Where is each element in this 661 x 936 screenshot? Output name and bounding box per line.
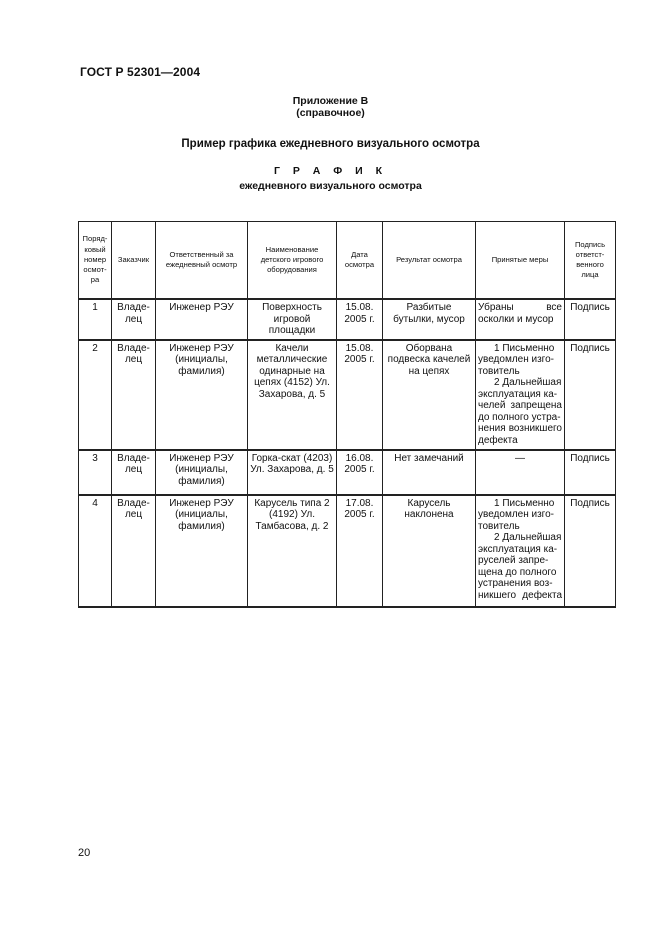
cell-date	[337, 495, 383, 607]
cell-responsible-text: Инженер РЭУ (инициалы, фамилия)	[169, 497, 234, 532]
cell-signature-text: Подпись	[570, 342, 610, 354]
cell-signature	[565, 495, 616, 607]
cell-responsible	[156, 450, 248, 495]
cell-number-text: 1	[92, 302, 98, 313]
cell-responsible-text: Инженер РЭУ (инициалы, фамилия)	[169, 452, 234, 487]
cell-signature	[565, 299, 616, 340]
cell-date	[337, 299, 383, 340]
cell-equipment-text: Карусель типа 2 (4192) Ул. Тамбасова, д. 2	[254, 497, 330, 532]
cell-customer	[112, 450, 156, 495]
cell-result	[383, 299, 476, 340]
cell-number	[79, 340, 112, 450]
cell-customer	[112, 495, 156, 607]
cell-number-text: 4	[92, 497, 98, 509]
cell-date	[337, 340, 383, 450]
cell-result	[383, 495, 476, 607]
appendix-title: Приложение В	[292, 95, 369, 107]
cell-signature-text: Подпись	[570, 452, 610, 464]
cell-customer	[112, 340, 156, 450]
appendix-note: (справочное)	[296, 107, 365, 119]
column-header-date: Дата осмотра	[337, 222, 383, 300]
cell-customer	[112, 299, 156, 340]
measures-line: уведомлен изго-	[478, 354, 555, 365]
cell-equipment	[248, 299, 337, 340]
column-header-responsible: Ответственный за ежедневный осмотр	[156, 222, 248, 300]
measures-line: устранения воз-	[478, 578, 553, 589]
measures-line: дефекта	[478, 434, 518, 446]
column-header-equipment: Наименование детского игрового оборудования	[248, 222, 337, 300]
measures-line: Убраны все	[478, 302, 562, 313]
measures-line: 1 Письменно	[494, 497, 555, 509]
measures-line: нения возникшего	[478, 423, 562, 434]
table-row	[79, 450, 616, 495]
cell-date-text: 16.08. 2005 г.	[344, 452, 375, 475]
cell-equipment	[248, 340, 337, 450]
cell-signature	[565, 340, 616, 450]
measures-line: осколки и мусор	[478, 313, 554, 325]
cell-number-text: 2	[92, 342, 98, 354]
cell-responsible	[156, 340, 248, 450]
cell-result	[383, 340, 476, 450]
cell-equipment-text: Качели металлические одинарные на цепях (4152) Ул. Захарова, д. 5	[254, 342, 330, 400]
measures-line: никшего дефекта	[478, 589, 562, 601]
cell-signature-text: Подпись	[570, 497, 610, 509]
measures-line: челей запрещена	[478, 400, 562, 411]
measures-line: эксплуатация ка-	[478, 388, 558, 400]
standard-header: ГОСТ Р 52301—2004	[80, 65, 201, 79]
inspection-schedule-table	[78, 221, 616, 608]
schedule-subtitle: ежедневного визуального осмотра	[239, 180, 422, 192]
table-row	[79, 495, 616, 607]
cell-responsible	[156, 495, 248, 607]
cell-result-text: Разбитые бутылки, мусор	[393, 302, 465, 325]
cell-result-text: Карусель наклонена	[404, 497, 454, 520]
column-header-customer: Заказчик	[112, 222, 156, 300]
page-number: 20	[78, 847, 91, 859]
cell-signature-text: Подпись	[570, 302, 610, 313]
measures-line: до полного устра-	[478, 411, 561, 423]
cell-responsible-text: Инженер РЭУ	[169, 302, 234, 313]
cell-equipment	[248, 495, 337, 607]
cell-customer-text: Владе-лец	[117, 302, 150, 325]
measures-line: эксплуатация ка-	[478, 543, 558, 555]
cell-date-text: 15.08. 2005 г.	[344, 342, 375, 365]
measures-line: 1 Письменно	[494, 342, 555, 354]
table-row	[79, 299, 616, 340]
column-header-signature: Подпись ответст- венного лица	[565, 222, 616, 300]
cell-number-text: 3	[92, 452, 98, 464]
cell-customer-text: Владе-лец	[117, 452, 150, 475]
cell-signature	[565, 450, 616, 495]
measures-line: товитель	[478, 365, 520, 377]
cell-date-text: 15.08. 2005 г.	[344, 302, 375, 325]
measures-line: 2 Дальнейшая	[494, 532, 562, 543]
cell-measures	[476, 495, 565, 607]
appendix-heading	[0, 95, 661, 119]
cell-measures	[476, 340, 565, 450]
cell-equipment-text: Поверхность игровой площадки	[262, 302, 322, 336]
cell-customer-text: Владе-лец	[117, 342, 150, 365]
cell-responsible	[156, 299, 248, 340]
measures-line: —	[515, 452, 525, 464]
measures-line: товитель	[478, 520, 520, 532]
schedule-title: Г Р А Ф И К	[273, 165, 388, 177]
cell-customer-text: Владе-лец	[117, 497, 150, 520]
cell-date	[337, 450, 383, 495]
table-row	[79, 340, 616, 450]
column-header-number: Поряд- ковый номер осмот- ра	[79, 222, 112, 300]
measures-line: 2 Дальнейшая	[494, 377, 562, 388]
table-header-row	[79, 222, 616, 300]
cell-measures	[476, 450, 565, 495]
cell-date-text: 17.08. 2005 г.	[344, 497, 375, 520]
measures-line: щена до полного	[478, 566, 557, 578]
measures-line: уведомлен изго-	[478, 509, 555, 520]
column-header-measures: Принятые меры	[476, 222, 565, 300]
cell-number	[79, 450, 112, 495]
example-title: Пример графика ежедневного визуального осмотра	[181, 138, 480, 150]
measures-line: руселей запре-	[478, 555, 549, 566]
cell-equipment	[248, 450, 337, 495]
cell-number	[79, 495, 112, 607]
cell-number	[79, 299, 112, 340]
cell-result-text: Нет замечаний	[394, 452, 464, 464]
cell-measures	[476, 299, 565, 340]
cell-equipment-text: Горка-скат (4203) Ул. Захарова, д. 5	[250, 452, 334, 475]
cell-responsible-text: Инженер РЭУ (инициалы, фамилия)	[169, 342, 234, 377]
cell-result-text: Оборвана подвеска качелей на цепях	[387, 342, 471, 377]
cell-result	[383, 450, 476, 495]
column-header-result: Результат осмотра	[383, 222, 476, 300]
